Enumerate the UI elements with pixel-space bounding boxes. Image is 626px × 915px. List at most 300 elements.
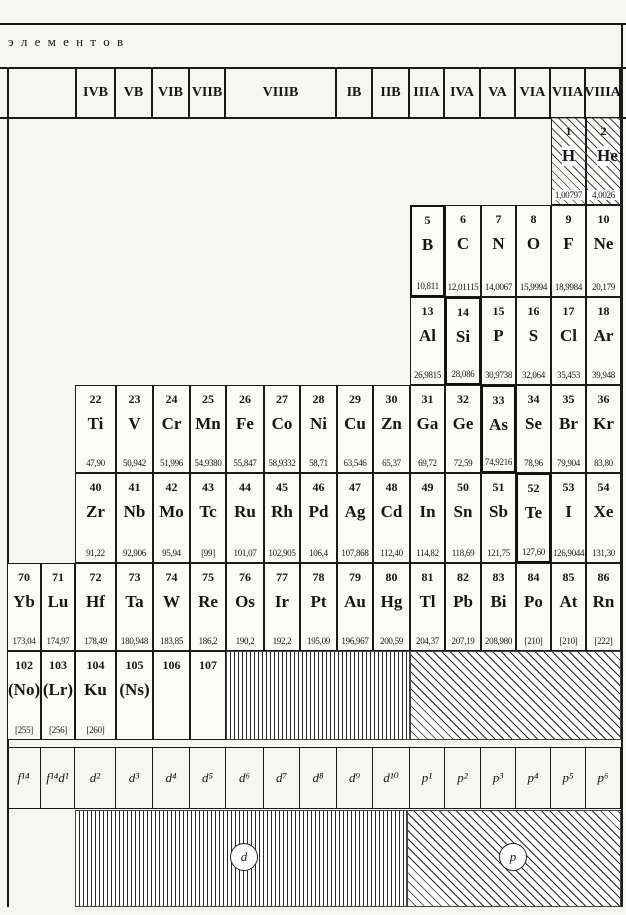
- element-mass: 196,967: [341, 636, 369, 646]
- element-symbol: At: [559, 592, 578, 611]
- element-symbol: Ta: [125, 592, 144, 611]
- element-mass: 114,82: [416, 548, 439, 558]
- element-symbol: Nb: [123, 502, 146, 521]
- element-cell: [481, 473, 516, 563]
- element-symbol: Te: [524, 503, 543, 522]
- element-symbol: Rn: [592, 592, 615, 611]
- element-number: 23: [128, 392, 141, 406]
- element-cell: [116, 651, 153, 740]
- element-mass: 10,811: [416, 281, 439, 291]
- element-symbol: O: [526, 234, 541, 253]
- element-mass: 91,22: [86, 548, 105, 558]
- group-header: VIIB: [190, 68, 226, 118]
- element-mass: 121,75: [487, 548, 510, 558]
- sublevel-label: d¹⁰: [373, 747, 410, 809]
- p-block-empty-cells: [410, 651, 621, 740]
- element-cell: [445, 385, 481, 473]
- element-number: 52: [527, 481, 540, 495]
- element-mass: 65,37: [382, 458, 401, 468]
- element-cell: [410, 473, 445, 563]
- element-cell: [116, 563, 153, 651]
- element-mass: 63,546: [343, 458, 367, 468]
- element-mass: 20,179: [592, 282, 615, 292]
- element-number: 26: [239, 392, 251, 406]
- element-symbol: Rh: [271, 502, 293, 521]
- element-symbol: Po: [524, 592, 543, 611]
- element-symbol: V: [128, 414, 141, 433]
- element-symbol: Cd: [380, 502, 403, 521]
- element-mass: 15,9994: [519, 282, 548, 292]
- element-cell: [516, 563, 551, 651]
- element-cell: [75, 651, 116, 740]
- element-cell: [337, 473, 373, 563]
- element-number: 35: [562, 392, 575, 406]
- element-cell: [551, 297, 586, 385]
- element-number: 43: [202, 480, 214, 494]
- element-number: 9: [565, 212, 572, 226]
- element-mass: 126,9044: [552, 548, 585, 558]
- element-mass: 92,906: [123, 548, 146, 558]
- element-symbol: Os: [235, 592, 255, 611]
- element-symbol: Cl: [560, 326, 577, 345]
- element-symbol: Re: [198, 592, 218, 611]
- element-mass: 178,49: [84, 636, 107, 646]
- group-header: VIB: [153, 68, 190, 118]
- element-symbol: Ge: [452, 414, 474, 433]
- element-mass: 208,980: [484, 636, 513, 646]
- page-title: э л е м е н т о в: [8, 34, 126, 49]
- element-cell: [75, 385, 116, 473]
- element-cell: [153, 385, 190, 473]
- element-symbol: Pb: [453, 592, 473, 611]
- top-rule: [0, 23, 626, 25]
- element-symbol: In: [419, 502, 436, 521]
- group-header: VIIIB: [226, 68, 337, 118]
- element-cell: [445, 473, 481, 563]
- element-number: 8: [530, 212, 537, 226]
- element-number: 53: [562, 480, 575, 494]
- element-symbol: Ne: [593, 234, 614, 253]
- element-symbol: S: [528, 326, 539, 345]
- element-mass: 58,71: [309, 458, 328, 468]
- element-number: 7: [495, 212, 502, 226]
- element-number: 74: [165, 570, 178, 584]
- element-symbol: Bi: [490, 592, 507, 611]
- element-symbol: I: [565, 502, 572, 521]
- element-number: 6: [460, 212, 466, 226]
- element-mass: 101,07: [233, 548, 257, 558]
- sublevel-label: f¹⁴: [7, 747, 41, 809]
- element-mass: 207,19: [451, 636, 475, 646]
- element-symbol: Sb: [489, 502, 508, 521]
- element-mass: [222]: [594, 636, 613, 646]
- element-mass: 39,948: [592, 370, 615, 380]
- element-symbol: Cu: [344, 414, 366, 433]
- element-symbol: Tl: [419, 592, 436, 611]
- element-number: 75: [202, 570, 214, 584]
- element-cell: [300, 385, 337, 473]
- element-mass: 200,59: [380, 636, 403, 646]
- element-number: 22: [89, 392, 102, 406]
- element-symbol: Ag: [344, 502, 366, 521]
- element-mass: 186,2: [198, 636, 218, 646]
- element-mass: 112,40: [380, 548, 403, 558]
- element-cell: [7, 563, 41, 651]
- element-cell: [226, 385, 264, 473]
- sublevel-label: p³: [481, 747, 516, 809]
- element-mass: 54,9380: [194, 458, 222, 468]
- element-symbol: Mn: [195, 414, 221, 433]
- element-cell: [586, 117, 621, 205]
- element-number: 5: [424, 213, 431, 227]
- element-number: 16: [527, 304, 540, 318]
- element-number: 103: [49, 658, 67, 672]
- element-symbol: Pt: [310, 592, 327, 611]
- element-mass: 47,90: [86, 458, 105, 468]
- element-cell: [264, 473, 300, 563]
- element-cell: [445, 205, 481, 297]
- element-number: 44: [239, 480, 251, 494]
- element-mass: 50,942: [123, 458, 146, 468]
- element-cell: [586, 385, 621, 473]
- element-cell: [116, 385, 153, 473]
- element-symbol: (Ns): [119, 680, 150, 699]
- element-number: 48: [385, 480, 398, 494]
- element-number: 82: [457, 570, 469, 584]
- element-number: 86: [597, 570, 610, 584]
- element-cell: [551, 385, 586, 473]
- element-cell: [41, 651, 75, 740]
- element-mass: 55,847: [233, 458, 257, 468]
- element-number: 34: [527, 392, 540, 406]
- element-cell: [153, 651, 190, 740]
- element-symbol: Zr: [86, 502, 105, 521]
- element-cell: [153, 473, 190, 563]
- element-symbol: Cr: [161, 414, 182, 433]
- element-symbol: As: [489, 415, 508, 434]
- element-cell: [516, 297, 551, 385]
- element-number: 106: [162, 658, 181, 672]
- element-symbol: F: [563, 234, 574, 253]
- element-mass: 14,0067: [484, 282, 513, 292]
- sublevel-label: d⁷: [264, 747, 300, 809]
- element-number: 33: [492, 393, 505, 407]
- element-mass: 173,04: [12, 636, 36, 646]
- element-number: 1: [565, 124, 572, 138]
- element-cell: [373, 473, 410, 563]
- sublevel-label: p²: [445, 747, 481, 809]
- element-number: 51: [492, 480, 505, 494]
- group-header: IVA: [445, 68, 481, 118]
- element-number: 31: [421, 392, 434, 406]
- group-header: VA: [481, 68, 516, 118]
- element-number: 40: [89, 480, 102, 494]
- element-number: 36: [597, 392, 610, 406]
- element-symbol: Sn: [453, 502, 473, 521]
- element-number: 47: [349, 480, 361, 494]
- element-cell: [75, 563, 116, 651]
- element-symbol: Ti: [87, 414, 104, 433]
- element-number: 25: [202, 392, 214, 406]
- element-cell: [516, 385, 551, 473]
- element-symbol: Co: [271, 414, 293, 433]
- element-number: 76: [239, 570, 251, 584]
- element-cell: [551, 205, 586, 297]
- element-number: 46: [312, 480, 325, 494]
- element-mass: 127,60: [522, 547, 545, 557]
- element-symbol: Xe: [593, 502, 614, 521]
- element-number: 41: [128, 480, 141, 494]
- sublevel-label: p⁶: [586, 747, 621, 809]
- element-cell: [481, 297, 516, 385]
- element-symbol: Kr: [593, 414, 614, 433]
- element-number: 30: [385, 392, 398, 406]
- element-symbol: Lu: [47, 592, 69, 611]
- element-cell: [410, 385, 445, 473]
- element-cell: [586, 297, 621, 385]
- element-number: 18: [597, 304, 610, 318]
- element-symbol: Ku: [84, 680, 107, 699]
- sublevel-label: p¹: [410, 747, 445, 809]
- element-cell: [551, 473, 586, 563]
- element-cell: [516, 473, 551, 563]
- element-number: 83: [492, 570, 505, 584]
- element-cell: [481, 205, 516, 297]
- element-number: 50: [457, 480, 469, 494]
- element-symbol: Ni: [310, 414, 327, 433]
- element-mass: 79,904: [557, 458, 580, 468]
- element-cell: [410, 297, 445, 385]
- element-number: 102: [15, 658, 33, 672]
- element-number: 70: [18, 570, 30, 584]
- element-mass: 4,0026: [587, 190, 620, 200]
- element-symbol: Zn: [381, 414, 402, 433]
- element-cell: [337, 563, 373, 651]
- element-number: 72: [89, 570, 102, 584]
- element-cell: [481, 563, 516, 651]
- element-number: 17: [562, 304, 575, 318]
- element-mass: 51,996: [160, 458, 183, 468]
- element-cell: [264, 563, 300, 651]
- sublevel-label: d⁹: [337, 747, 373, 809]
- element-mass: 69,72: [418, 458, 437, 468]
- element-cell: [300, 473, 337, 563]
- element-cell: [190, 473, 226, 563]
- element-cell: [410, 563, 445, 651]
- element-symbol: B: [421, 235, 434, 254]
- element-mass: 204,37: [416, 636, 439, 646]
- sublevel-label: p⁵: [551, 747, 586, 809]
- element-mass: 58,9332: [268, 458, 296, 468]
- element-symbol: Ir: [274, 592, 290, 611]
- sublevel-label: d²: [75, 747, 116, 809]
- element-mass: 78,96: [524, 458, 543, 468]
- group-header: IIB: [373, 68, 410, 118]
- element-cell: [551, 563, 586, 651]
- sublevel-label: p⁴: [516, 747, 551, 809]
- group-header: VB: [116, 68, 153, 118]
- element-mass: 174,97: [46, 636, 70, 646]
- element-symbol: W: [163, 592, 180, 611]
- element-number: 80: [385, 570, 398, 584]
- element-mass: 1,00797: [552, 190, 585, 200]
- element-number: 105: [125, 658, 144, 672]
- element-cell: [373, 563, 410, 651]
- element-number: 49: [421, 480, 434, 494]
- element-number: 45: [276, 480, 288, 494]
- element-symbol: P: [493, 326, 504, 345]
- element-number: 15: [492, 304, 505, 318]
- element-cell: [264, 385, 300, 473]
- d-block-label: d: [230, 843, 258, 871]
- element-symbol: Ar: [593, 326, 614, 345]
- element-cell: [516, 205, 551, 297]
- element-cell: [41, 563, 75, 651]
- element-mass: 131,30: [592, 548, 615, 558]
- group-header: VIIIA: [586, 68, 621, 118]
- element-mass: 28,086: [451, 369, 475, 379]
- element-mass: 26,9815: [413, 370, 442, 380]
- element-number: 32: [457, 392, 469, 406]
- element-mass: 190,2: [235, 636, 255, 646]
- element-cell: [190, 385, 226, 473]
- element-mass: 74,9216: [484, 457, 513, 467]
- element-symbol: Tc: [199, 502, 217, 521]
- element-mass: 183,85: [160, 636, 183, 646]
- element-cell: [586, 473, 621, 563]
- sublevel-label: d⁶: [226, 747, 264, 809]
- element-number: 84: [527, 570, 540, 584]
- element-cell: [373, 385, 410, 473]
- element-cell: [75, 473, 116, 563]
- element-number: 13: [421, 304, 434, 318]
- element-number: 24: [165, 392, 178, 406]
- element-cell: [586, 205, 621, 297]
- element-cell: [481, 385, 516, 473]
- element-mass: 107,868: [341, 548, 369, 558]
- sublevel-label: d⁴: [153, 747, 190, 809]
- element-symbol: H: [562, 146, 576, 165]
- element-symbol: Fe: [236, 414, 254, 433]
- element-cell: [116, 473, 153, 563]
- sublevel-label: d⁸: [300, 747, 337, 809]
- element-mass: 192,2: [272, 636, 292, 646]
- element-mass: [99]: [201, 548, 215, 558]
- element-mass: 72,59: [453, 458, 473, 468]
- group-header: IVB: [75, 68, 116, 118]
- element-mass: 195,09: [307, 636, 330, 646]
- element-symbol: N: [492, 234, 505, 253]
- element-cell: [190, 563, 226, 651]
- element-symbol: Mo: [159, 502, 184, 521]
- element-mass: 180,948: [120, 636, 149, 646]
- element-number: 42: [165, 480, 178, 494]
- element-cell: [445, 563, 481, 651]
- element-mass: [260]: [86, 725, 105, 735]
- element-mass: [210]: [559, 636, 578, 646]
- element-mass: 12,01115: [447, 282, 479, 292]
- element-number: 10: [597, 212, 610, 226]
- element-number: 77: [276, 570, 288, 584]
- element-number: 54: [597, 480, 610, 494]
- sublevel-label: d³: [116, 747, 153, 809]
- group-header: VIA: [516, 68, 551, 118]
- element-number: 73: [128, 570, 141, 584]
- element-symbol: Hf: [86, 592, 105, 611]
- element-symbol: C: [456, 234, 470, 253]
- element-mass: 95,94: [162, 548, 181, 558]
- element-cell: [300, 563, 337, 651]
- element-symbol: Pd: [308, 502, 329, 521]
- element-number: 14: [457, 305, 469, 319]
- element-number: 78: [312, 570, 325, 584]
- element-symbol: Ga: [416, 414, 439, 433]
- element-number: 29: [349, 392, 361, 406]
- element-mass: 118,69: [451, 548, 475, 558]
- element-symbol: Yb: [13, 592, 35, 611]
- group-header: VIIA: [551, 68, 586, 118]
- element-symbol: Si: [455, 327, 471, 346]
- element-symbol: He: [597, 146, 618, 165]
- element-cell: [153, 563, 190, 651]
- sublevel-label: f¹⁴d¹: [41, 747, 75, 809]
- element-mass: 30,9738: [484, 370, 513, 380]
- element-symbol: Au: [344, 592, 366, 611]
- element-mass: 106,4: [309, 548, 328, 558]
- element-symbol: Al: [419, 326, 436, 345]
- element-cell: [337, 385, 373, 473]
- element-mass: 102,905: [268, 548, 296, 558]
- element-number: 28: [312, 392, 325, 406]
- element-symbol: Ru: [234, 502, 256, 521]
- element-cell: [551, 117, 586, 205]
- element-mass: [255]: [15, 725, 33, 735]
- group-header: IIIA: [410, 68, 445, 118]
- element-symbol: (No): [8, 680, 41, 699]
- group-header: IB: [337, 68, 373, 118]
- sublevel-label: d⁵: [190, 747, 226, 809]
- element-number: 71: [52, 570, 64, 584]
- element-symbol: (Lr): [42, 680, 74, 699]
- element-mass: 32,064: [522, 370, 545, 380]
- element-symbol: Se: [525, 414, 542, 433]
- element-number: 81: [421, 570, 434, 584]
- element-cell: [226, 473, 264, 563]
- element-cell: [410, 205, 445, 297]
- element-number: 79: [349, 570, 361, 584]
- element-mass: 18,9984: [554, 282, 583, 292]
- p-block-label: p: [499, 843, 527, 871]
- element-number: 85: [562, 570, 575, 584]
- element-mass: 35,453: [557, 370, 580, 380]
- element-mass: [210]: [524, 636, 543, 646]
- element-mass: [256]: [49, 725, 67, 735]
- element-cell: [586, 563, 621, 651]
- right-rule: [621, 23, 623, 907]
- element-cell: [445, 297, 481, 385]
- element-symbol: Br: [559, 414, 578, 433]
- element-number: 27: [276, 392, 288, 406]
- element-symbol: Hg: [380, 592, 403, 611]
- element-cell: [190, 651, 226, 740]
- element-number: 2: [600, 124, 607, 138]
- element-cell: [226, 563, 264, 651]
- element-cell: [7, 651, 41, 740]
- element-number: 104: [86, 658, 105, 672]
- element-number: 107: [199, 658, 217, 672]
- d-block-empty-cells: [226, 651, 410, 740]
- element-mass: 83,80: [594, 458, 613, 468]
